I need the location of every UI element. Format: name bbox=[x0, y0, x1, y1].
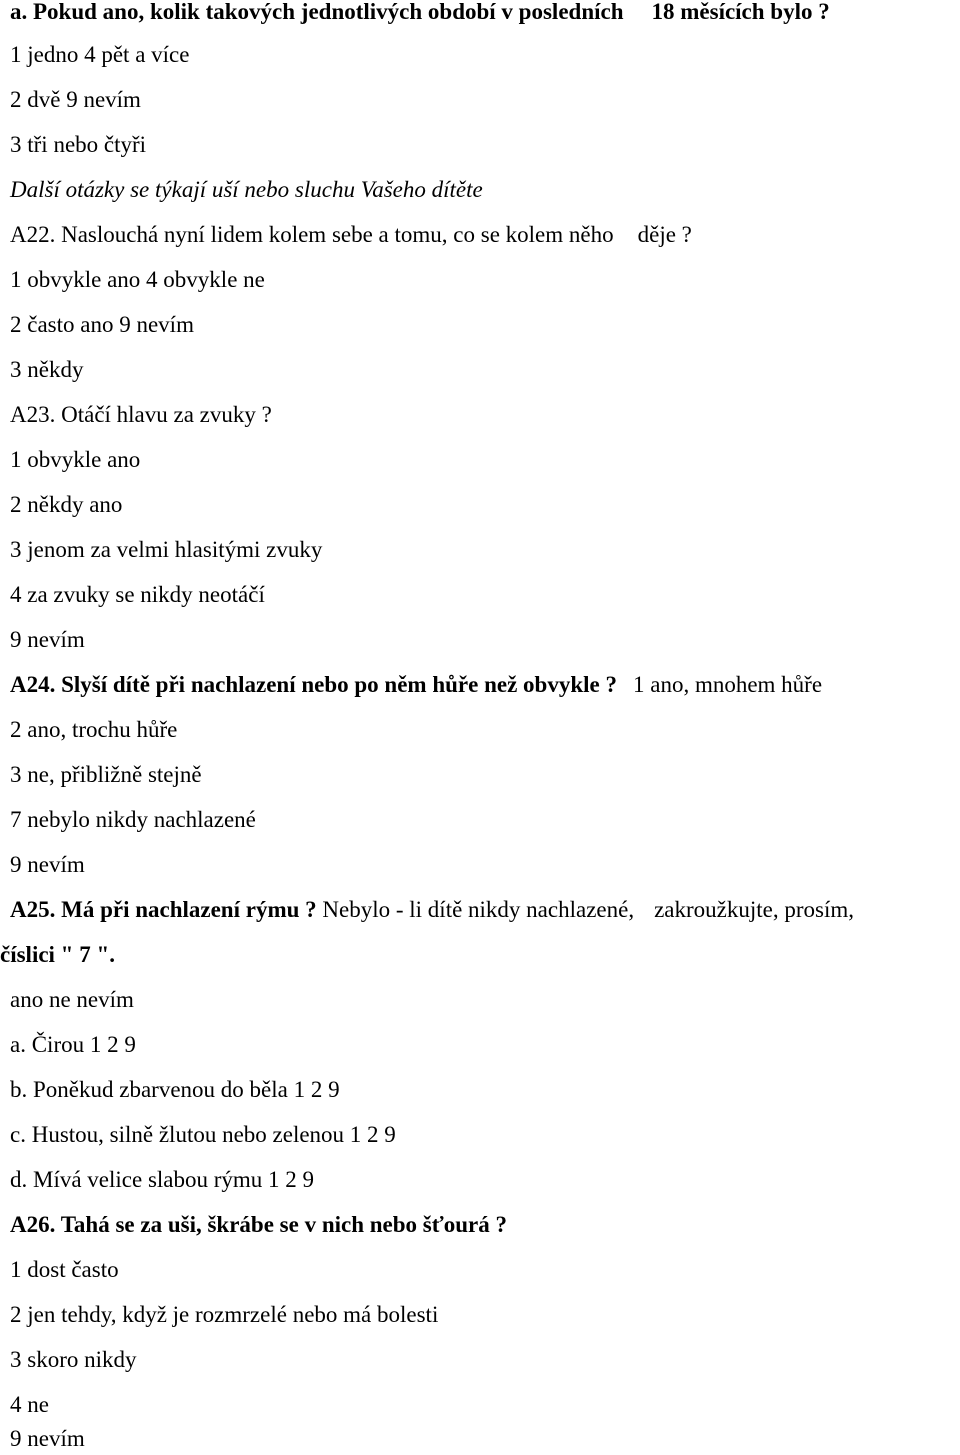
question-a22-option-1: 1 obvykle ano 4 obvykle ne bbox=[10, 267, 265, 292]
question-a24-line bbox=[10, 671, 822, 699]
question-a24-option-3: 3 ne, přibližně stejně bbox=[10, 762, 202, 787]
question-a23-text: A23. Otáčí hlavu za zvuky ? bbox=[10, 402, 272, 427]
question-a26-option-5: 9 nevím bbox=[10, 1426, 85, 1451]
question-a-line bbox=[10, 0, 830, 26]
question-a24-text: A24. Slyší dítě při nachlazení nebo po něm hůře než obvykle ? bbox=[10, 672, 617, 697]
section-note: Další otázky se týkají uší nebo sluchu Vašeho dítěte bbox=[10, 177, 483, 202]
question-a25-column-header: ano ne nevím bbox=[10, 987, 134, 1012]
question-a26-option-4: 4 ne bbox=[10, 1392, 49, 1417]
question-a25-instruction-end: zakroužkujte, prosím, bbox=[654, 897, 854, 922]
question-a22-text: A22. Naslouchá nyní lidem kolem sebe a tomu, co se kolem něho bbox=[10, 222, 614, 247]
question-a22-option-2: 2 často ano 9 nevím bbox=[10, 312, 194, 337]
question-a24-option-1: 1 ano, mnohem hůře bbox=[632, 672, 823, 697]
question-a-text-end: 18 měsících bylo ? bbox=[651, 0, 830, 24]
question-a22-text-end: děje ? bbox=[637, 222, 692, 247]
question-a23-option-1: 1 obvykle ano bbox=[10, 447, 141, 472]
question-a23-option-2: 2 někdy ano bbox=[10, 492, 123, 517]
question-a25-row-c: c. Hustou, silně žlutou nebo zelenou 1 2 9 bbox=[10, 1122, 396, 1147]
question-a-option-3: 3 tři nebo čtyři bbox=[10, 132, 147, 157]
question-a26-option-3: 3 skoro nikdy bbox=[10, 1347, 137, 1372]
question-a24-option-2: 2 ano, trochu hůře bbox=[10, 717, 178, 742]
question-a25-line bbox=[10, 896, 854, 924]
question-a23-option-4: 4 za zvuky se nikdy neotáčí bbox=[10, 582, 265, 607]
question-a-option-1: 1 jedno 4 pět a více bbox=[10, 42, 190, 67]
question-a25-row-a: a. Čirou 1 2 9 bbox=[10, 1032, 136, 1057]
question-a25-text: A25. Má při nachlazení rýmu ? bbox=[10, 897, 317, 922]
question-a22-option-3: 3 někdy bbox=[10, 357, 84, 382]
question-a26-option-2: 2 jen tehdy, když je rozmrzelé nebo má bolesti bbox=[10, 1302, 439, 1327]
question-a25-instruction-line-2: číslici " 7 ". bbox=[0, 942, 115, 967]
question-a24-option-4: 7 nebylo nikdy nachlazené bbox=[10, 807, 256, 832]
question-a23-option-5: 9 nevím bbox=[10, 627, 85, 652]
question-a-option-2: 2 dvě 9 nevím bbox=[10, 87, 141, 112]
question-a25-row-d: d. Mívá velice slabou rýmu 1 2 9 bbox=[10, 1167, 315, 1192]
question-a-text: a. Pokud ano, kolik takových jednotlivých období v posledních bbox=[10, 0, 624, 24]
question-a24-option-5: 9 nevím bbox=[10, 852, 85, 877]
question-a25-row-b: b. Poněkud zbarvenou do běla 1 2 9 bbox=[10, 1077, 340, 1102]
question-a25-instruction: Nebylo - li dítě nikdy nachlazené, bbox=[322, 897, 635, 922]
question-a22-line bbox=[10, 221, 692, 249]
question-a26-option-1: 1 dost často bbox=[10, 1257, 119, 1282]
question-a23-option-3: 3 jenom za velmi hlasitými zvuky bbox=[10, 537, 323, 562]
question-a26-text: A26. Tahá se za uši, škrábe se v nich nebo šťourá ? bbox=[10, 1212, 507, 1237]
